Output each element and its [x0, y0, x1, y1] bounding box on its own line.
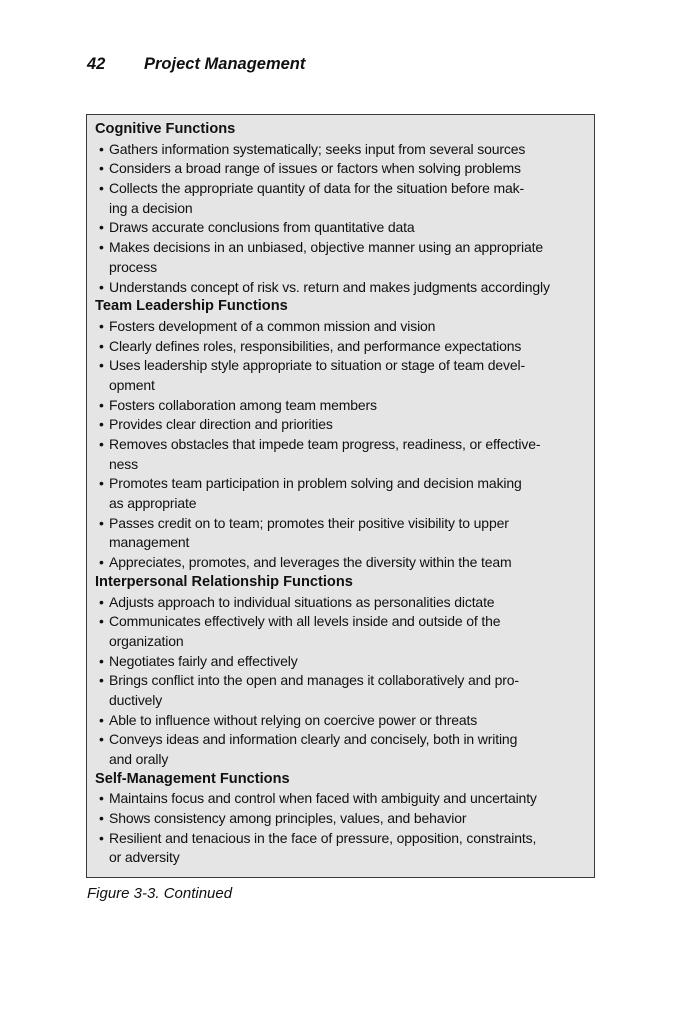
bullet-item: [95, 356, 594, 395]
bullet-icon: •: [99, 396, 104, 413]
bullet-item: [95, 652, 594, 672]
bullet-text-line: Collects the appropriate quantity of data for the situation before mak-: [109, 180, 525, 197]
bullet-text-line: management: [109, 534, 190, 551]
bullet-icon: •: [99, 810, 104, 827]
bullet-item: [95, 553, 594, 573]
bullet-icon: •: [99, 554, 104, 571]
bullet-text-line: process: [109, 258, 157, 275]
bullet-item: [95, 179, 594, 218]
bullet-text-line: Maintains focus and control when faced with ambiguity and uncertainty: [109, 790, 537, 807]
bullet-item: [95, 159, 594, 179]
bullet-item: [95, 789, 594, 809]
bullet-item: [95, 415, 594, 435]
bullet-icon: •: [99, 436, 104, 452]
bullet-item: [95, 218, 594, 238]
section-heading: Team Leadership Functions: [95, 298, 288, 315]
bullet-text-line: or adversity: [109, 849, 180, 866]
page-number: 42: [87, 55, 106, 73]
bullet-icon: •: [99, 790, 104, 807]
bullet-text-line: organization: [109, 632, 184, 649]
bullet-text-line: Conveys ideas and information clearly and concisely, both in writing: [109, 731, 518, 748]
bullet-item: [95, 337, 594, 357]
section-heading: Cognitive Functions: [95, 121, 236, 137]
bullet-text-line: Able to influence without relying on coercive power or threats: [109, 711, 478, 728]
bullet-icon: •: [99, 672, 104, 689]
bullet-item: [95, 435, 594, 474]
bullet-text-line: Removes obstacles that impede team progress, readiness, or effective-: [109, 436, 541, 452]
bullet-icon: •: [99, 357, 104, 374]
bullet-item: [95, 593, 594, 613]
bullet-icon: •: [99, 514, 104, 531]
bullet-icon: •: [99, 317, 104, 334]
running-title: Project Management: [144, 55, 306, 73]
figure-box: [86, 114, 595, 878]
bullet-text-line: Fosters development of a common mission and vision: [109, 317, 436, 334]
bullet-icon: •: [99, 829, 104, 846]
bullet-item: [95, 238, 594, 277]
bullet-icon: •: [99, 160, 104, 177]
section-heading: Interpersonal Relationship Functions: [95, 573, 353, 590]
bullet-item: [95, 612, 594, 651]
bullet-item: [95, 711, 594, 731]
section-heading: Self-Management Functions: [95, 770, 290, 787]
bullet-text-line: Adjusts approach to individual situations as personalities dictate: [109, 593, 495, 610]
bullet-text-line: Draws accurate conclusions from quantitative data: [109, 219, 415, 236]
bullet-icon: •: [99, 337, 104, 354]
bullet-item: [95, 671, 594, 710]
bullet-text-line: Brings conflict into the open and manages it collaboratively and pro-: [109, 672, 519, 689]
bullet-item: [95, 514, 594, 553]
bullet-item: [95, 278, 594, 298]
bullet-text-line: Clearly defines roles, responsibilities, and performance expectations: [109, 337, 522, 354]
bullet-item: [95, 829, 594, 868]
bullet-item: [95, 396, 594, 416]
bullet-text-line: Negotiates fairly and effectively: [109, 652, 298, 669]
running-head: [87, 54, 305, 74]
bullet-text-line: as appropriate: [109, 495, 197, 512]
bullet-item: [95, 317, 594, 337]
bullet-item: [95, 809, 594, 829]
bullet-text-line: ing a decision: [109, 199, 193, 216]
bullet-icon: •: [99, 711, 104, 728]
bullet-icon: •: [99, 593, 104, 610]
bullet-text-line: and orally: [109, 751, 169, 767]
bullet-item: [95, 730, 594, 769]
bullet-icon: •: [99, 475, 104, 492]
bullet-icon: •: [99, 140, 104, 157]
bullet-text-line: opment: [109, 376, 155, 393]
bullet-text-line: Makes decisions in an unbiased, objective manner using an appropriate: [109, 239, 544, 256]
bullet-text-line: Communicates effectively with all levels inside and outside of the: [109, 613, 501, 630]
bullet-text-line: Uses leadership style appropriate to situation or stage of team devel-: [109, 357, 525, 374]
bullet-text-line: Promotes team participation in problem solving and decision making: [109, 475, 522, 492]
bullet-text-line: Provides clear direction and priorities: [109, 416, 333, 433]
bullet-text-line: Shows consistency among principles, values, and behavior: [109, 810, 467, 827]
bullet-icon: •: [99, 416, 104, 433]
bullet-text-line: Appreciates, promotes, and leverages the diversity within the team: [109, 554, 512, 571]
bullet-text-line: Understands concept of risk vs. return and makes judgments accordingly: [109, 278, 550, 295]
bullet-text-line: Passes credit on to team; promotes their positive visibility to upper: [109, 514, 509, 531]
bullet-text-line: Fosters collaboration among team members: [109, 396, 377, 413]
bullet-icon: •: [99, 731, 104, 748]
bullet-icon: •: [99, 613, 104, 630]
bullet-item: [95, 140, 594, 160]
bullet-icon: •: [99, 180, 104, 197]
bullet-text-line: ductively: [109, 691, 163, 708]
bullet-text-line: ness: [109, 455, 138, 472]
bullet-icon: •: [99, 219, 104, 236]
bullet-icon: •: [99, 652, 104, 669]
bullet-icon: •: [99, 278, 104, 295]
bullet-text-line: Considers a broad range of issues or factors when solving problems: [109, 160, 521, 177]
bullet-text-line: Resilient and tenacious in the face of pressure, opposition, constraints,: [109, 829, 537, 846]
figure-caption: Figure 3-3. Continued: [87, 885, 233, 902]
bullet-icon: •: [99, 239, 104, 256]
bullet-item: [95, 474, 594, 513]
bullet-text-line: Gathers information systematically; seeks input from several sources: [109, 140, 526, 157]
